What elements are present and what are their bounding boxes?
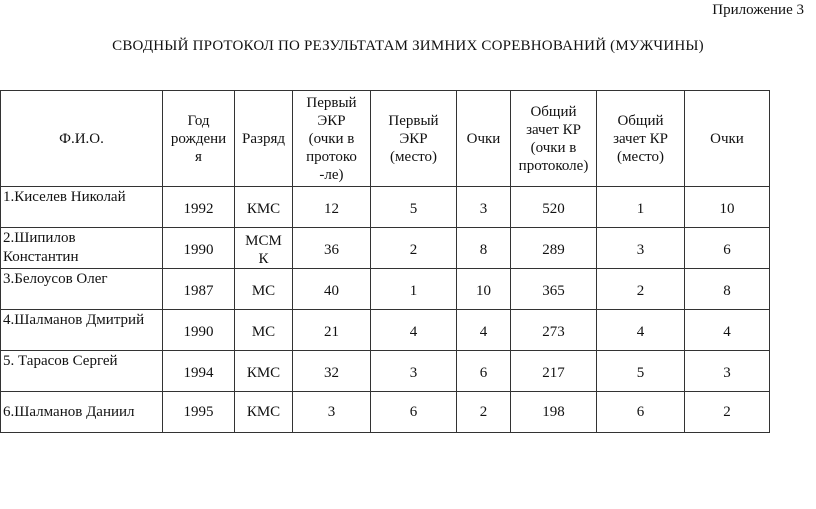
cell-kr-points: 198 (511, 392, 597, 433)
cell-ekr1-score: 10 (457, 269, 511, 310)
header-ekr1-points: Первый ЭКР (очки в протоко -ле) (293, 91, 371, 187)
cell-kr-score: 4 (685, 310, 770, 351)
header-kr-place: Общий зачет КР (место) (597, 91, 685, 187)
cell-kr-points: 289 (511, 228, 597, 269)
cell-birth-year: 1995 (163, 392, 235, 433)
table-row (1, 269, 770, 310)
header-ekr1-place: Первый ЭКР (место) (371, 91, 457, 187)
cell-kr-score: 8 (685, 269, 770, 310)
header-rank: Разряд (235, 91, 293, 187)
cell-ekr1-score: 4 (457, 310, 511, 351)
table-row (1, 392, 770, 433)
cell-kr-score: 3 (685, 351, 770, 392)
document-title: СВОДНЫЙ ПРОТОКОЛ ПО РЕЗУЛЬТАТАМ ЗИМНИХ СОРЕВНОВАНИЙ (МУЖЧИНЫ) (112, 38, 704, 54)
cell-ekr1-score: 3 (457, 187, 511, 228)
cell-kr-points: 273 (511, 310, 597, 351)
cell-kr-points: 217 (511, 351, 597, 392)
cell-ekr1-points: 40 (293, 269, 371, 310)
cell-rank: КМС (235, 187, 293, 228)
header-name: Ф.И.О. (1, 91, 163, 187)
cell-name: 2.Шипилов Константин (1, 228, 163, 269)
cell-rank: КМС (235, 351, 293, 392)
cell-ekr1-points: 12 (293, 187, 371, 228)
cell-ekr1-place: 2 (371, 228, 457, 269)
cell-ekr1-place: 1 (371, 269, 457, 310)
cell-ekr1-place: 5 (371, 187, 457, 228)
header-birth-year: Год рождени я (163, 91, 235, 187)
cell-ekr1-place: 6 (371, 392, 457, 433)
cell-kr-score: 2 (685, 392, 770, 433)
cell-kr-points: 365 (511, 269, 597, 310)
header-kr-score: Очки (685, 91, 770, 187)
table-row (1, 228, 770, 269)
cell-name: 1.Киселев Николай (1, 187, 163, 228)
cell-kr-place: 5 (597, 351, 685, 392)
cell-ekr1-place: 4 (371, 310, 457, 351)
results-table (0, 90, 770, 433)
cell-kr-place: 4 (597, 310, 685, 351)
cell-birth-year: 1990 (163, 228, 235, 269)
header-kr-points: Общий зачет КР (очки в протоколе) (511, 91, 597, 187)
cell-kr-place: 1 (597, 187, 685, 228)
cell-rank: МС (235, 310, 293, 351)
cell-kr-place: 2 (597, 269, 685, 310)
header-ekr1-score: Очки (457, 91, 511, 187)
table-row (1, 187, 770, 228)
cell-ekr1-score: 6 (457, 351, 511, 392)
cell-ekr1-points: 36 (293, 228, 371, 269)
cell-ekr1-points: 21 (293, 310, 371, 351)
cell-birth-year: 1994 (163, 351, 235, 392)
cell-kr-score: 10 (685, 187, 770, 228)
table-row (1, 351, 770, 392)
cell-name: 3.Белоусов Олег (1, 269, 163, 310)
cell-ekr1-points: 3 (293, 392, 371, 433)
cell-birth-year: 1987 (163, 269, 235, 310)
table-header-row (1, 91, 770, 187)
appendix-label: Приложение 3 (712, 2, 804, 18)
cell-birth-year: 1992 (163, 187, 235, 228)
cell-kr-score: 6 (685, 228, 770, 269)
cell-kr-place: 3 (597, 228, 685, 269)
cell-name: 6.Шалманов Даниил (1, 392, 163, 433)
cell-name: 4.Шалманов Дмитрий (1, 310, 163, 351)
cell-kr-points: 520 (511, 187, 597, 228)
cell-ekr1-score: 8 (457, 228, 511, 269)
table-row (1, 310, 770, 351)
cell-birth-year: 1990 (163, 310, 235, 351)
cell-ekr1-score: 2 (457, 392, 511, 433)
cell-ekr1-place: 3 (371, 351, 457, 392)
cell-rank: МСМ К (235, 228, 293, 269)
cell-ekr1-points: 32 (293, 351, 371, 392)
cell-rank: МС (235, 269, 293, 310)
cell-kr-place: 6 (597, 392, 685, 433)
cell-name: 5. Тарасов Сергей (1, 351, 163, 392)
cell-rank: КМС (235, 392, 293, 433)
